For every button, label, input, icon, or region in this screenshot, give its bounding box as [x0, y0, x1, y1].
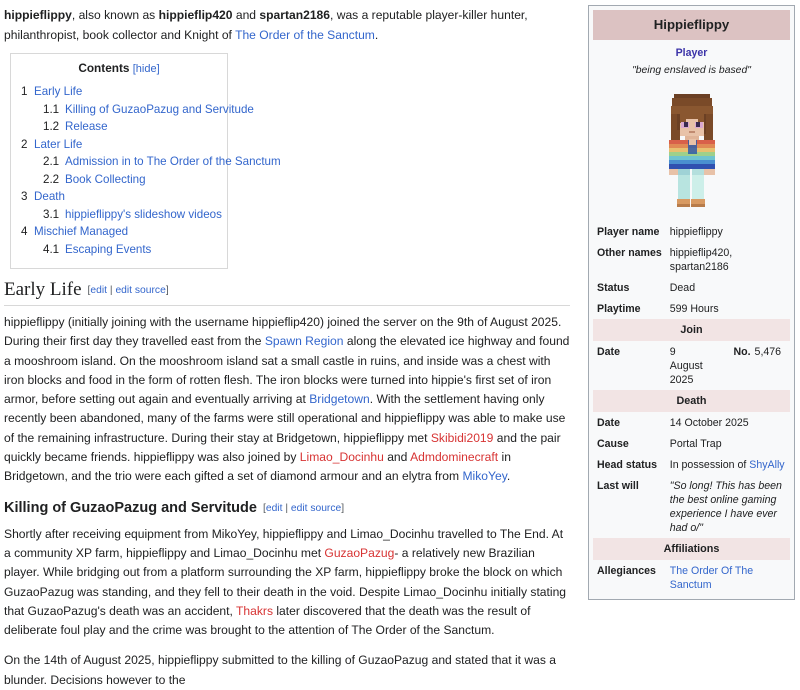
link-spawn-region[interactable]: Spawn Region	[264, 334, 344, 349]
row-value: 14 October 2025	[669, 416, 749, 429]
join-number-cell	[713, 341, 790, 390]
toc-link[interactable]: Escaping Events	[65, 242, 152, 256]
link-player-type[interactable]: Player	[675, 47, 708, 59]
toc-item-3-1[interactable]	[21, 207, 222, 222]
toc-item-1-2[interactable]	[21, 119, 217, 134]
infobox-row-other-names	[593, 242, 790, 277]
infobox-row-player-name	[593, 221, 790, 242]
text-run: - a relatively new Brazilian player. While bridging out from a platform surrounding the XP farm, hippieflippy broke the block on which GuzaoPazug was standing, and they fell to their death in the void. Despite Limao_Docinhu initially stating that GuzaoPazug's death was an accident,	[4, 545, 567, 618]
infobox-table	[593, 221, 790, 595]
section-heading-text: Early Life	[4, 279, 82, 300]
alias-two: spartan2186	[259, 8, 330, 22]
head-status-prefix: In possession of	[669, 458, 750, 471]
article-subject-name: hippieflippy	[4, 8, 72, 22]
infobox-row-status	[593, 277, 790, 298]
infobox-row-cause	[593, 433, 790, 454]
toc-list	[21, 84, 281, 257]
row-value: "So long! This has been the best online gaming experience I have ever had o/"	[669, 479, 782, 534]
edit-link[interactable]: edit	[90, 285, 108, 296]
text-run: . With the settlement having only recently been abandoned, many of the farms were still operational and hippieflippy was able to make use of the remaining infrastructure. During their stay at Bridgetown, hippieflippy met	[4, 392, 566, 445]
toc-item-2-1[interactable]	[21, 154, 281, 169]
text-run: Shortly after receiving equipment from MikoYey, hippieflippy and Limao_Docinhu travelled to The End. At a community XP farm, hippieflippy and Limao_Docinhu met	[4, 526, 564, 560]
edit-link[interactable]: edit	[265, 502, 283, 514]
row-label: Status	[597, 281, 630, 294]
toc-link[interactable]: Early Life	[34, 85, 83, 98]
edit-source-link[interactable]: edit source	[115, 285, 166, 296]
link-skibidi2019[interactable]: Skibidi2019	[430, 430, 494, 445]
row-value: 9 August 2025	[669, 345, 703, 386]
row-label: Date	[597, 416, 620, 429]
toc-link[interactable]: Book Collecting	[65, 172, 146, 186]
row-value: Dead	[669, 281, 696, 294]
infobox-row-playtime	[593, 298, 790, 319]
edit-links-killing: [edit | edit source]	[262, 502, 345, 514]
link-bridgetown[interactable]: Bridgetown	[309, 392, 370, 407]
row-label: Head status	[597, 458, 658, 471]
text-run: in Bridgetown, and the trio were each gifted a set of diamond armour and an elytra from	[4, 450, 511, 484]
infobox-row-death-date	[593, 412, 790, 433]
toc-link[interactable]: Mischief Managed	[34, 225, 129, 238]
row-value	[666, 560, 790, 595]
row-label: Date	[597, 345, 620, 358]
link-mikoyey[interactable]: MikoYey	[462, 469, 507, 484]
row-label: Player name	[597, 225, 660, 238]
toc-item-3[interactable]	[21, 189, 217, 204]
text-run: along the elevated ice highway and found a mooshroom island. On the mooshroom island sat a small castle in ruins, and inside was a chest with iron blocks and food in the form of rotten flesh. The iron blocks were turned into hippie's first set of iron armor, before setting out again and eventually arriving at	[4, 334, 570, 407]
table-of-contents	[10, 53, 281, 269]
link-admdominecraft[interactable]: Admdominecraft	[410, 450, 499, 465]
toc-number: 3.1	[43, 207, 60, 221]
section-label: Join	[593, 319, 790, 341]
edit-source-link[interactable]: edit source	[290, 502, 342, 514]
toc-number: 4	[21, 225, 28, 238]
infobox-section-affiliations	[593, 538, 790, 560]
lead-text-4: .	[374, 27, 379, 42]
link-order-of-the-sanctum[interactable]: The Order of the Sanctum	[235, 27, 375, 42]
link-guzaopazug[interactable]: GuzaoPazug	[324, 545, 395, 560]
section-heading-killing-guzaopazug	[4, 499, 570, 518]
toc-number: 3	[21, 190, 28, 203]
infobox-title: Hippieflippy	[593, 10, 790, 40]
toc-number: 1.1	[43, 102, 60, 116]
toc-number: 1	[21, 85, 28, 98]
toc-title	[21, 61, 217, 77]
toc-number: 1.2	[43, 120, 60, 133]
section-label: Death	[593, 390, 790, 412]
text-run: and	[383, 450, 411, 465]
infobox-image	[593, 82, 790, 221]
toc-link[interactable]: Killing of GuzaoPazug and Servitude	[65, 102, 254, 116]
paragraph-killing-2: On the 14th of August 2025, hippieflippy submitted to the killing of GuzaoPazug and stated that it was a blunder. Decisions however to the	[4, 653, 556, 687]
toc-item-4-1[interactable]	[21, 242, 217, 257]
toc-title-label: Contents	[78, 61, 130, 75]
text-run: and the pair quickly became friends. hippieflippy was also joined by	[4, 430, 561, 465]
paragraph-killing-1	[4, 525, 570, 641]
lead-paragraph	[4, 6, 570, 45]
infobox-subtitle	[593, 40, 790, 62]
section-heading-early-life	[4, 279, 570, 306]
toc-link[interactable]: Admission in to The Order of the Sanctum	[65, 155, 281, 168]
row-value: Portal Trap	[669, 437, 722, 450]
toc-item-2[interactable]	[21, 137, 217, 152]
infobox-row-join-date	[593, 341, 790, 390]
edit-links-early-life: [edit | edit source]	[87, 285, 169, 296]
row-value: 599 Hours	[669, 302, 719, 315]
infobox-section-death	[593, 390, 790, 412]
alias-one: hippieflip420	[158, 8, 233, 22]
infobox-quote: "being enslaved is based"	[632, 65, 751, 76]
row-label: Allegiances	[597, 564, 656, 577]
row-label: Last will	[597, 479, 639, 492]
infobox	[588, 5, 795, 600]
link-limao-docinhu[interactable]: Limao_Docinhu	[299, 450, 384, 465]
toc-number: 2.1	[43, 155, 60, 168]
join-number-label: No.	[733, 345, 751, 358]
section-heading-text: Killing of GuzaoPazug and Servitude	[4, 499, 257, 516]
section-label: Affiliations	[593, 538, 790, 560]
minecraft-skin-render	[644, 86, 740, 214]
infobox-section-join	[593, 319, 790, 341]
paragraph-early-life	[4, 313, 570, 487]
row-label: Other names	[597, 246, 662, 259]
infobox-row-head-status	[593, 454, 790, 475]
toc-item-1[interactable]	[21, 84, 217, 99]
text-run: later discovered that the death was the result of deliberate foul play and the crime was brought to the attention of The Order of the Sanctum.	[4, 603, 531, 638]
row-label: Playtime	[597, 302, 641, 315]
toc-link[interactable]: Release	[65, 120, 108, 133]
join-number-value: 5,476	[754, 345, 782, 358]
toc-number: 2	[21, 137, 28, 151]
toc-item-4[interactable]	[21, 224, 217, 239]
toc-item-1-1[interactable]	[21, 102, 254, 117]
toc-number: 4.1	[43, 242, 60, 256]
toc-link[interactable]: hippieflippy's slideshow videos	[65, 207, 222, 221]
toc-item-2-2[interactable]	[21, 172, 217, 187]
row-value: hippieflip420, spartan2186	[669, 246, 733, 273]
infobox-row-last-will	[593, 475, 790, 538]
infobox-row-allegiances	[593, 560, 790, 595]
link-shyally[interactable]: ShyAlly	[749, 458, 785, 471]
row-label: Cause	[597, 437, 629, 450]
toc-number: 2.2	[43, 172, 60, 186]
toc-link[interactable]: Death	[34, 190, 65, 203]
lead-text-2: and	[232, 8, 260, 22]
lead-text-3: , was a reputable player-killer hunter, philanthropist, book collector and Knight of	[4, 8, 528, 42]
link-thakrs[interactable]: Thakrs	[236, 603, 273, 618]
toc-link[interactable]: Later Life	[34, 137, 83, 151]
toc-hide-toggle[interactable]: [hide]	[132, 63, 160, 75]
link-order-of-the-sanctum-affiliation[interactable]: The Order Of The Sanctum	[669, 564, 754, 591]
row-value: hippieflippy	[669, 225, 723, 238]
text-run: .	[506, 469, 511, 484]
text-run: hippieflippy (initially joining with the username hippieflip420) joined the server on the 9th of August 2025. During their first day they travelled east from the	[4, 315, 562, 349]
lead-text-1: , also known as	[71, 8, 159, 22]
row-value	[666, 454, 790, 475]
